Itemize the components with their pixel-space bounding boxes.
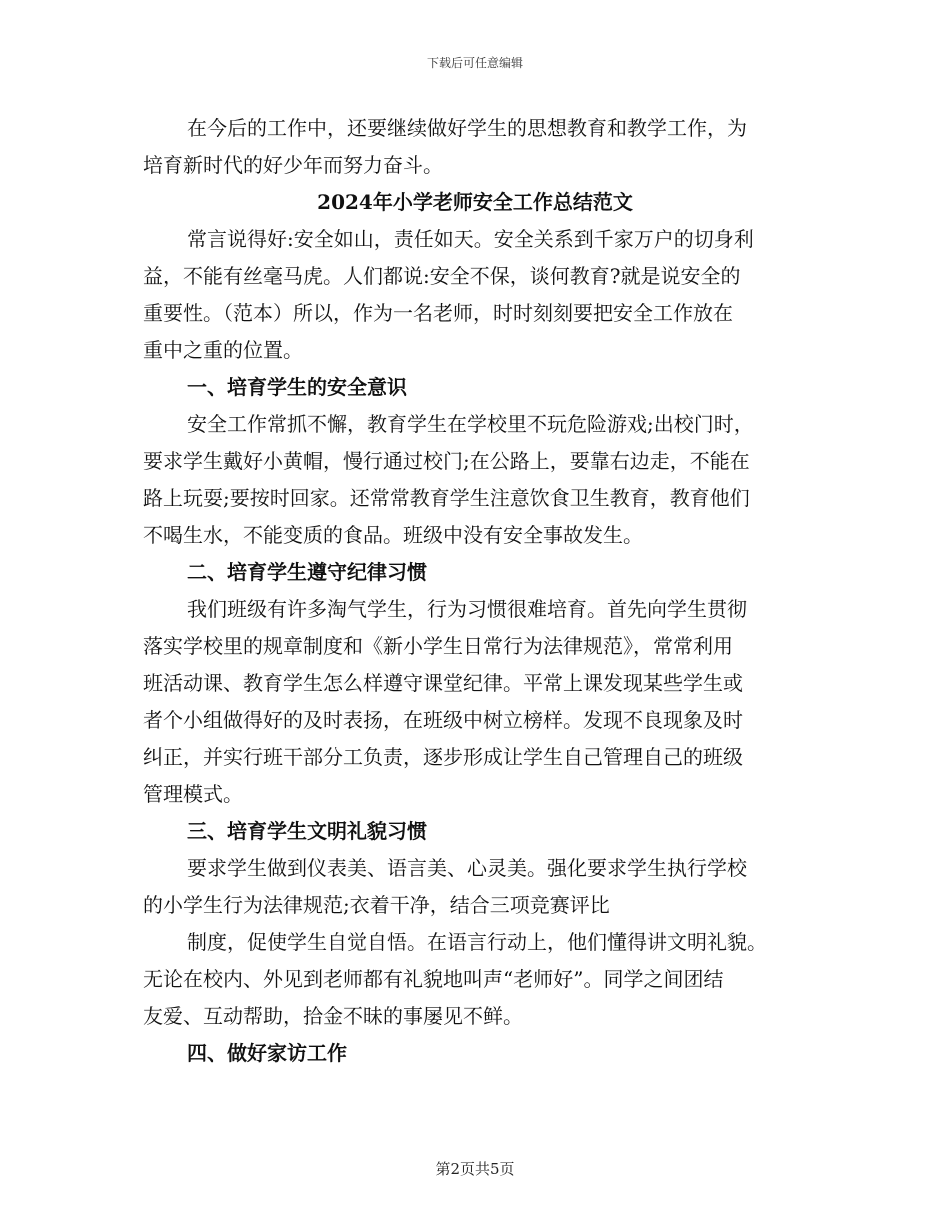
paragraph-line: 常言说得好:安全如山，责任如天。安全关系到千家万户的切身利 (187, 227, 754, 251)
paragraph-line: 落实学校里的规章制度和《新小学生日常行为法律规范》，常常利用 (143, 634, 733, 658)
document-title: 2024年小学老师安全工作总结范文 (317, 190, 633, 214)
paragraph-line: 管理模式。 (143, 782, 243, 806)
paragraph-line: 我们班级有许多淘气学生，行为习惯很难培育。首先向学生贯彻 (187, 597, 747, 621)
document-body (143, 110, 807, 1072)
section-heading: 一、培育学生的安全意识 (187, 375, 407, 399)
paragraph-line: 路上玩耍;要按时回家。还常常教育学生注意饮食卫生教育，教育他们 (143, 486, 750, 510)
paragraph-line: 安全工作常抓不懈，教育学生在学校里不玩危险游戏;出校门时， (187, 412, 754, 436)
paragraph-line: 要求学生戴好小黄帽，慢行通过校门;在公路上，要靠右边走，不能在 (143, 449, 750, 473)
paragraph-line: 不喝生水，不能变质的食品。班级中没有安全事故发生。 (143, 523, 643, 547)
paragraph-line: 班活动课、教育学生怎么样遵守课堂纪律。平常上课发现某些学生或 (143, 671, 743, 695)
paragraph-line: 培育新时代的好少年而努力奋斗。 (143, 153, 443, 177)
paragraph-line: 制度，促使学生自觉自悟。在语言行动上，他们懂得讲文明礼貌。 (187, 930, 767, 954)
page-header: 下载后可任意编辑 (426, 56, 523, 70)
paragraph-line: 的小学生行为法律规范;衣着干净，结合三项竞赛评比 (143, 893, 610, 917)
paragraph-line: 益，不能有丝毫马虎。人们都说:安全不保，谈何教育?就是说安全的 (143, 264, 741, 288)
paragraph-line: 重要性。（范本）所以，作为一名老师，时时刻刻要把安全工作放在 (143, 301, 733, 325)
paragraph-line: 重中之重的位置。 (143, 338, 303, 362)
paragraph-line: 友爱、互动帮助，拾金不昧的事屡见不鲜。 (143, 1004, 523, 1028)
section-heading: 四、做好家访工作 (187, 1041, 347, 1065)
section-heading: 二、培育学生遵守纪律习惯 (187, 560, 427, 584)
paragraph-line: 纠正，并实行班干部分工负责，逐步形成让学生自己管理自己的班级 (143, 745, 743, 769)
paragraph-line: 无论在校内、外见到老师都有礼貌地叫声“老师好”。同学之间团结 (143, 967, 724, 991)
section-heading: 三、培育学生文明礼貌习惯 (187, 819, 427, 843)
page-number: 第2页共5页 (435, 1160, 515, 1178)
paragraph-line: 在今后的工作中，还要继续做好学生的思想教育和教学工作，为 (187, 116, 747, 140)
paragraph-line: 要求学生做到仪表美、语言美、心灵美。强化要求学生执行学校 (187, 856, 747, 880)
paragraph-line: 者个小组做得好的及时表扬，在班级中树立榜样。发现不良现象及时 (143, 708, 743, 732)
